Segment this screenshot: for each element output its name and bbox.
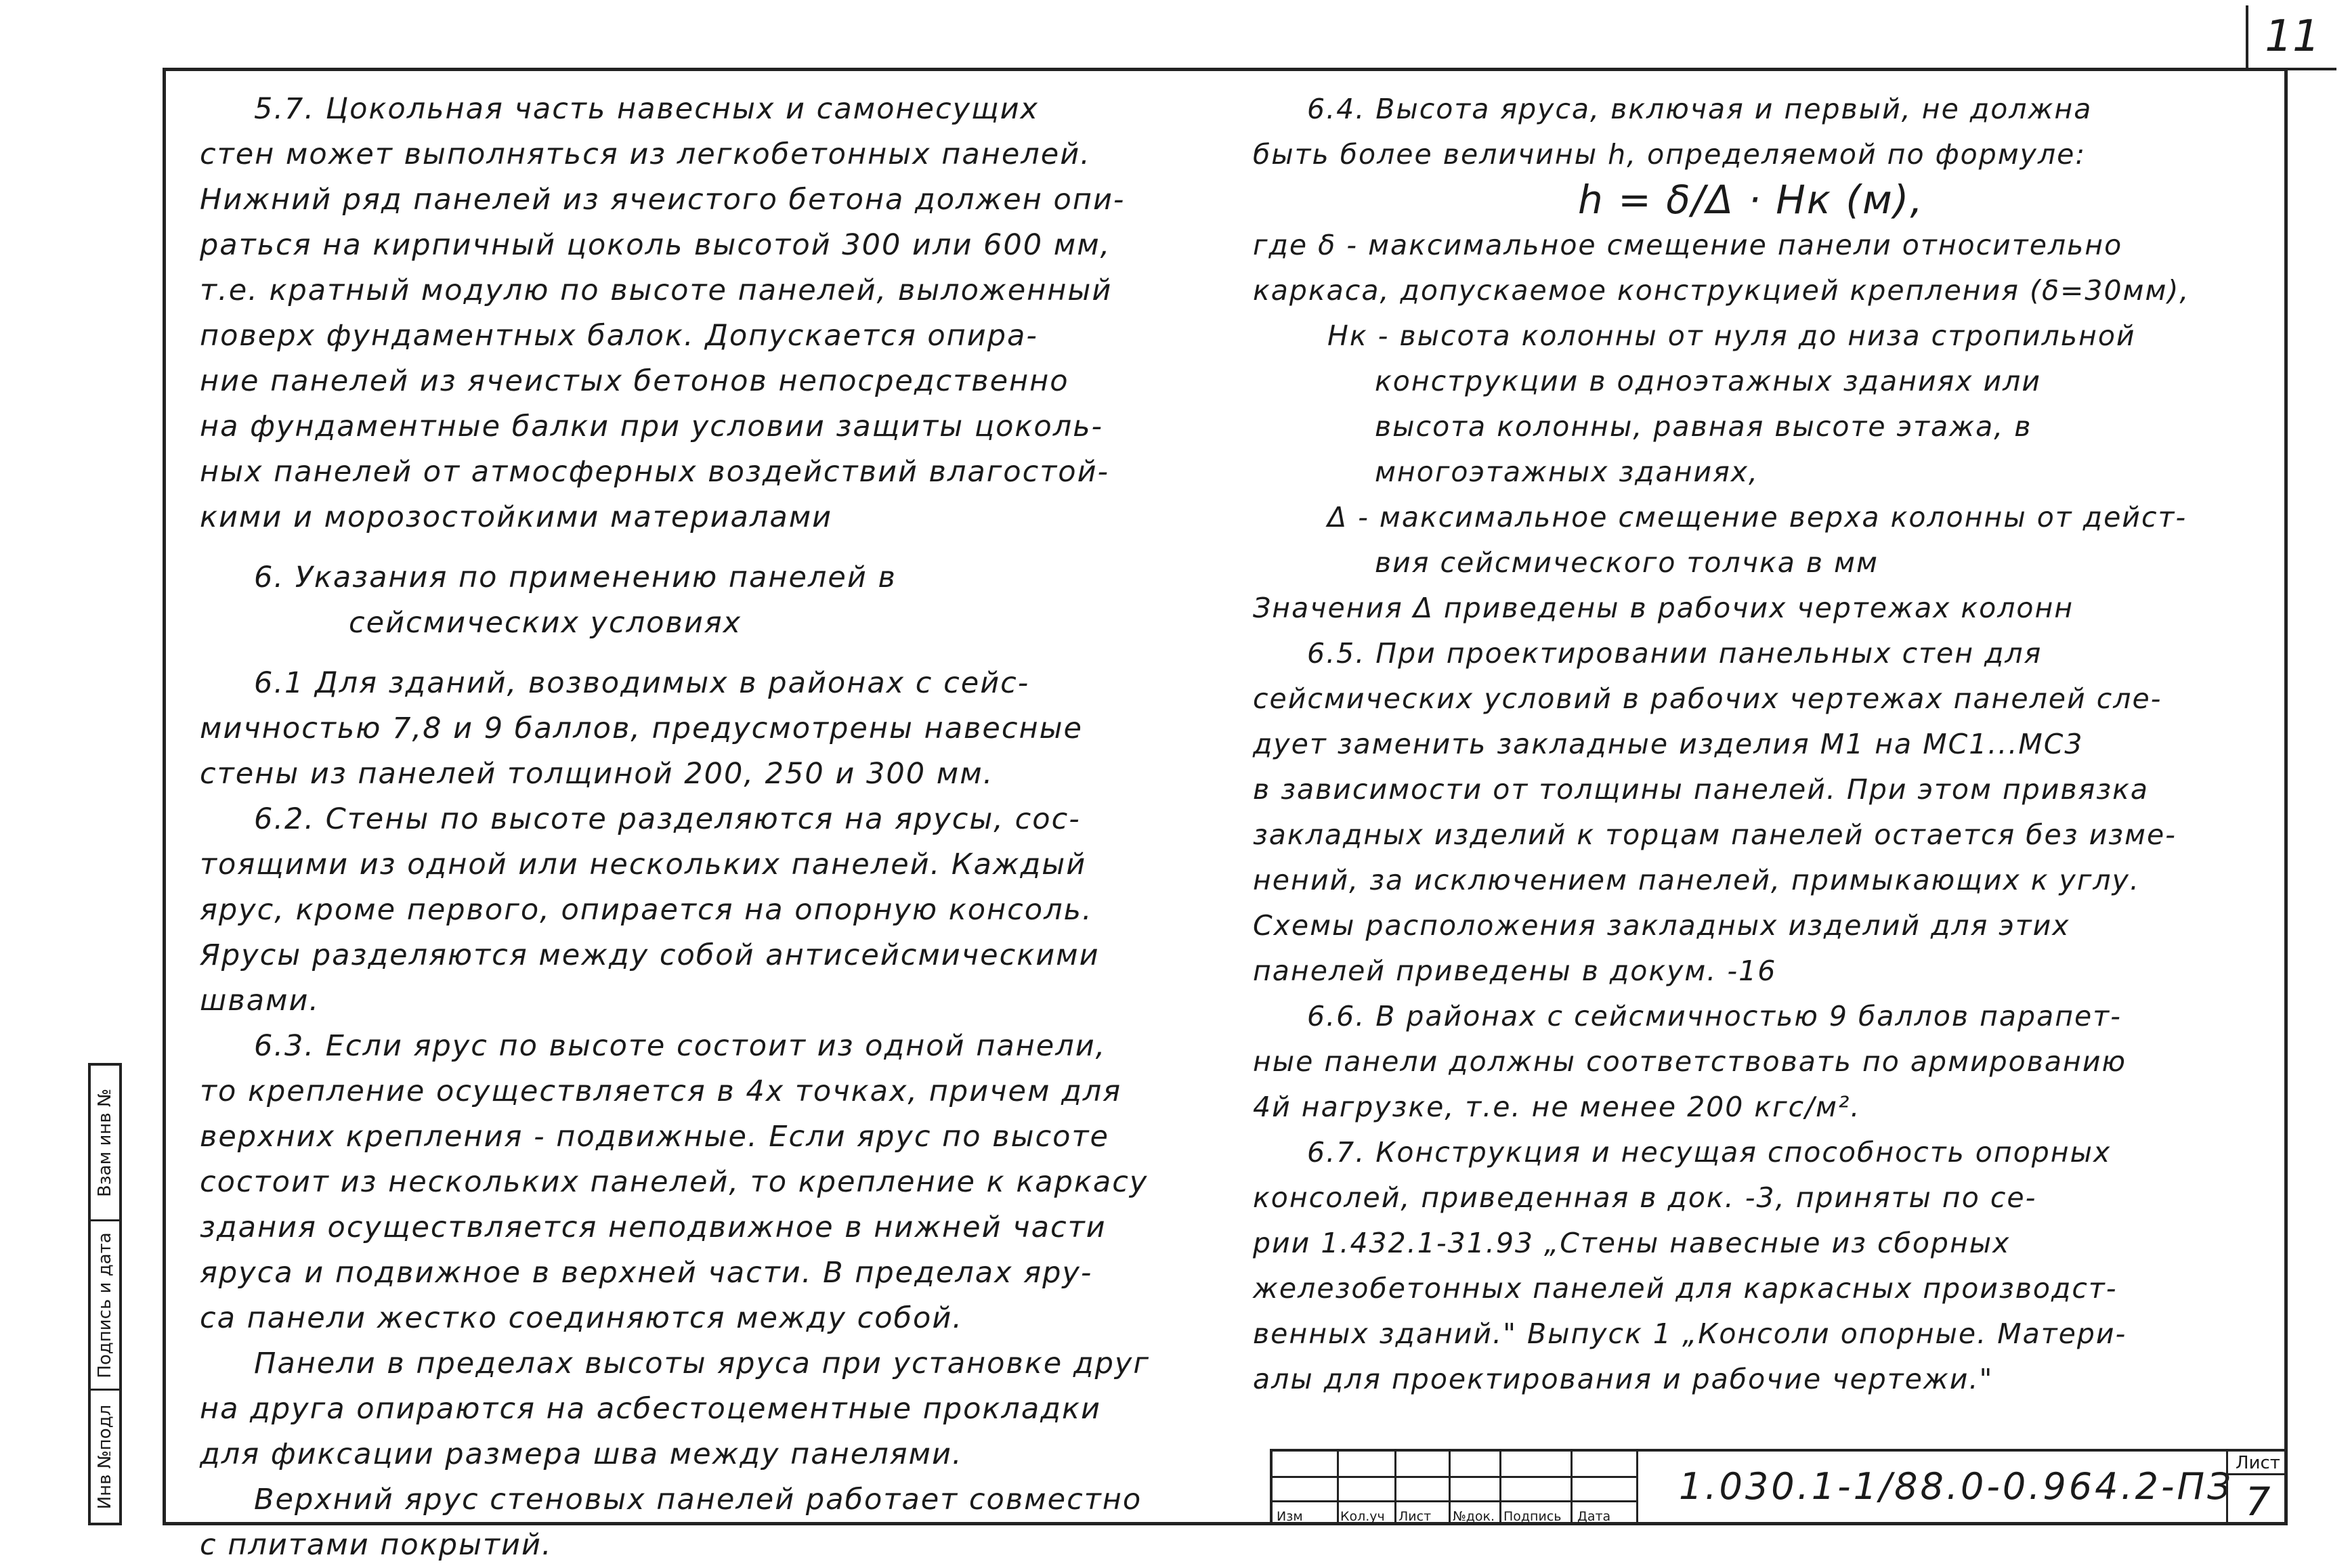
text-line: для фиксации размера шва между панелями. <box>200 1437 963 1471</box>
stamp-label: Дата <box>1577 1509 1611 1524</box>
text-line: состоит из нескольких панелей, то крепление к каркасу <box>200 1165 1149 1199</box>
text-line: рии 1.432.1-31.93 „Стены навесные из сборных <box>1253 1227 2011 1259</box>
title-block <box>1270 1449 2288 1525</box>
text-line: стен может выполняться из легкобетонных панелей. <box>200 137 1091 171</box>
text-line: панелей приведены в докум. -16 <box>1253 955 1777 987</box>
text-line: поверх фундаментных балок. Допускается опира- <box>200 319 1038 353</box>
text-line: закладных изделий к торцам панелей остается без изме- <box>1253 819 2177 851</box>
side-cell-signature <box>91 1221 119 1391</box>
stamp-label: Подпись <box>1503 1509 1562 1524</box>
text-line: Ярусы разделяются между собой антисейсмическими <box>200 938 1100 972</box>
sheet-label: Лист <box>2228 1453 2288 1475</box>
text-line: 6.3. Если ярус по высоте состоит из одной панели, <box>254 1029 1107 1063</box>
text-line: Панели в пределах высоты яруса при установке друг <box>254 1347 1150 1380</box>
text-line: сейсмических условий в рабочих чертежах панелей сле- <box>1253 682 2162 715</box>
text-line: консолей, приведенная в док. -3, приняты по се- <box>1253 1181 2037 1214</box>
text-line: на фундаментные балки при условии защиты цоколь- <box>200 410 1104 443</box>
text-line: где δ - максимальное смещение панели относительно <box>1253 229 2123 261</box>
text-line: быть более величины h, определяемой по формуле: <box>1253 138 2087 171</box>
text-line: кими и морозостойкими материалами <box>200 500 833 534</box>
side-cell-replace <box>91 1066 119 1221</box>
text-line: Hк - высота колонны от нуля до низа стропильной <box>1327 320 2136 352</box>
text-line: в зависимости от толщины панелей. При этом привязка <box>1253 773 2149 806</box>
text-line: верхних крепления - подвижные. Если ярус по высоте <box>200 1120 1109 1154</box>
text-line: нений, за исключением панелей, примыкающих к углу. <box>1253 864 2140 896</box>
text-line: 6.2. Стены по высоте разделяются на ярусы, сос- <box>254 802 1081 836</box>
text-line: мичностью 7,8 и 9 баллов, предусмотрены навесные <box>200 712 1084 745</box>
text-line: 6.6. В районах с сейсмичностью 9 баллов парапет- <box>1307 1000 2122 1032</box>
side-label: Подпись и дата <box>95 1232 115 1378</box>
text-line: ных панелей от атмосферных воздействий влагостой- <box>200 455 1110 489</box>
text-line: Нижний ряд панелей из ячеистого бетона должен опи- <box>200 183 1126 217</box>
text-line: ные панели должны соответствовать по армированию <box>1253 1045 2127 1078</box>
text-line: тоящими из одной или нескольких панелей. Каждый <box>200 848 1087 881</box>
text-line: ние панелей из ячеистых бетонов непосредственно <box>200 364 1069 398</box>
left-column <box>200 87 1189 1568</box>
text-line: яруса и подвижное в верхней части. В пределах яру- <box>200 1256 1093 1290</box>
stamp-label: Изм <box>1277 1509 1303 1524</box>
text-line: Верхний ярус стеновых панелей работает совместно <box>254 1483 1142 1517</box>
stamp-label: Лист <box>1398 1509 1432 1524</box>
right-column <box>1253 87 2242 1402</box>
sheet-number: 7 <box>2245 1479 2271 1525</box>
text-line: каркаса, допускаемое конструкцией крепления (δ=30мм), <box>1253 274 2190 307</box>
text-line: здания осуществляется неподвижное в нижней части <box>200 1211 1107 1244</box>
page-number: 11 <box>2246 5 2336 70</box>
text-line: высота колонны, равная высоте этажа, в <box>1375 410 2032 443</box>
section-heading: сейсмических условиях <box>349 606 742 640</box>
text-line: ярус, кроме первого, опирается на опорную консоль. <box>200 893 1093 927</box>
text-line: раться на кирпичный цоколь высотой 300 или 600 мм, <box>200 228 1111 262</box>
text-line: дует заменить закладные изделия М1 на МС1...МС3 <box>1253 728 2084 760</box>
side-label: Взам инв № <box>95 1088 115 1197</box>
text-line: на друга опираются на асбестоцементные прокладки <box>200 1392 1101 1426</box>
text-line: швами. <box>200 984 320 1018</box>
revision-grid <box>1273 1452 1638 1525</box>
sheet-box <box>2226 1452 2288 1525</box>
formula: h = δ/Δ · Hк (м), <box>1578 177 1924 223</box>
text-line: многоэтажных зданиях, <box>1375 456 1759 488</box>
text-line: Схемы расположения закладных изделий для этих <box>1253 909 2070 942</box>
stamp-label: Кол.уч <box>1340 1509 1385 1524</box>
text-line: 6.1 Для зданий, возводимых в районах с сейс- <box>254 666 1030 700</box>
text-line: то крепление осуществляется в 4х точках, причем для <box>200 1074 1122 1108</box>
text-line: железобетонных панелей для каркасных производст- <box>1253 1272 2118 1305</box>
text-line: 6.4. Высота яруса, включая и первый, не должна <box>1307 93 2093 125</box>
text-line: 5.7. Цокольная часть навесных и самонесущих <box>254 92 1039 126</box>
text-line: стены из панелей толщиной 200, 250 и 300 мм. <box>200 757 994 791</box>
text-line: т.е. кратный модулю по высоте панелей, выложенный <box>200 274 1113 307</box>
text-line: венных зданий." Выпуск 1 „Консоли опорные. Матери- <box>1253 1317 2127 1350</box>
side-label: Инв №подл <box>95 1404 115 1509</box>
section-heading: 6. Указания по применению панелей в <box>254 561 897 594</box>
text-line: са панели жестко соединяются между собой. <box>200 1301 963 1335</box>
stamp-label: №док. <box>1453 1509 1495 1524</box>
side-cell-inventory <box>91 1391 119 1523</box>
document-code: 1.030.1-1/88.0-0.964.2-ПЗ <box>1679 1465 2234 1508</box>
text-line: конструкции в одноэтажных зданиях или <box>1375 365 2041 397</box>
text-line: вия сейсмического толчка в мм <box>1375 546 1879 579</box>
text-line: алы для проектирования и рабочие чертежи." <box>1253 1363 1994 1395</box>
text-line: 6.7. Конструкция и несущая способность опорных <box>1307 1136 2112 1169</box>
text-line: с плитами покрытий. <box>200 1528 553 1562</box>
side-approval-strip <box>88 1063 122 1525</box>
text-line: Δ - максимальное смещение верха колонны от дейст- <box>1327 501 2187 533</box>
text-line: 6.5. При проектировании панельных стен для <box>1307 637 2043 670</box>
text-line: 4й нагрузке, т.е. не менее 200 кгс/м². <box>1253 1091 1861 1123</box>
text-line: Значения Δ приведены в рабочих чертежах колонн <box>1253 592 2074 624</box>
